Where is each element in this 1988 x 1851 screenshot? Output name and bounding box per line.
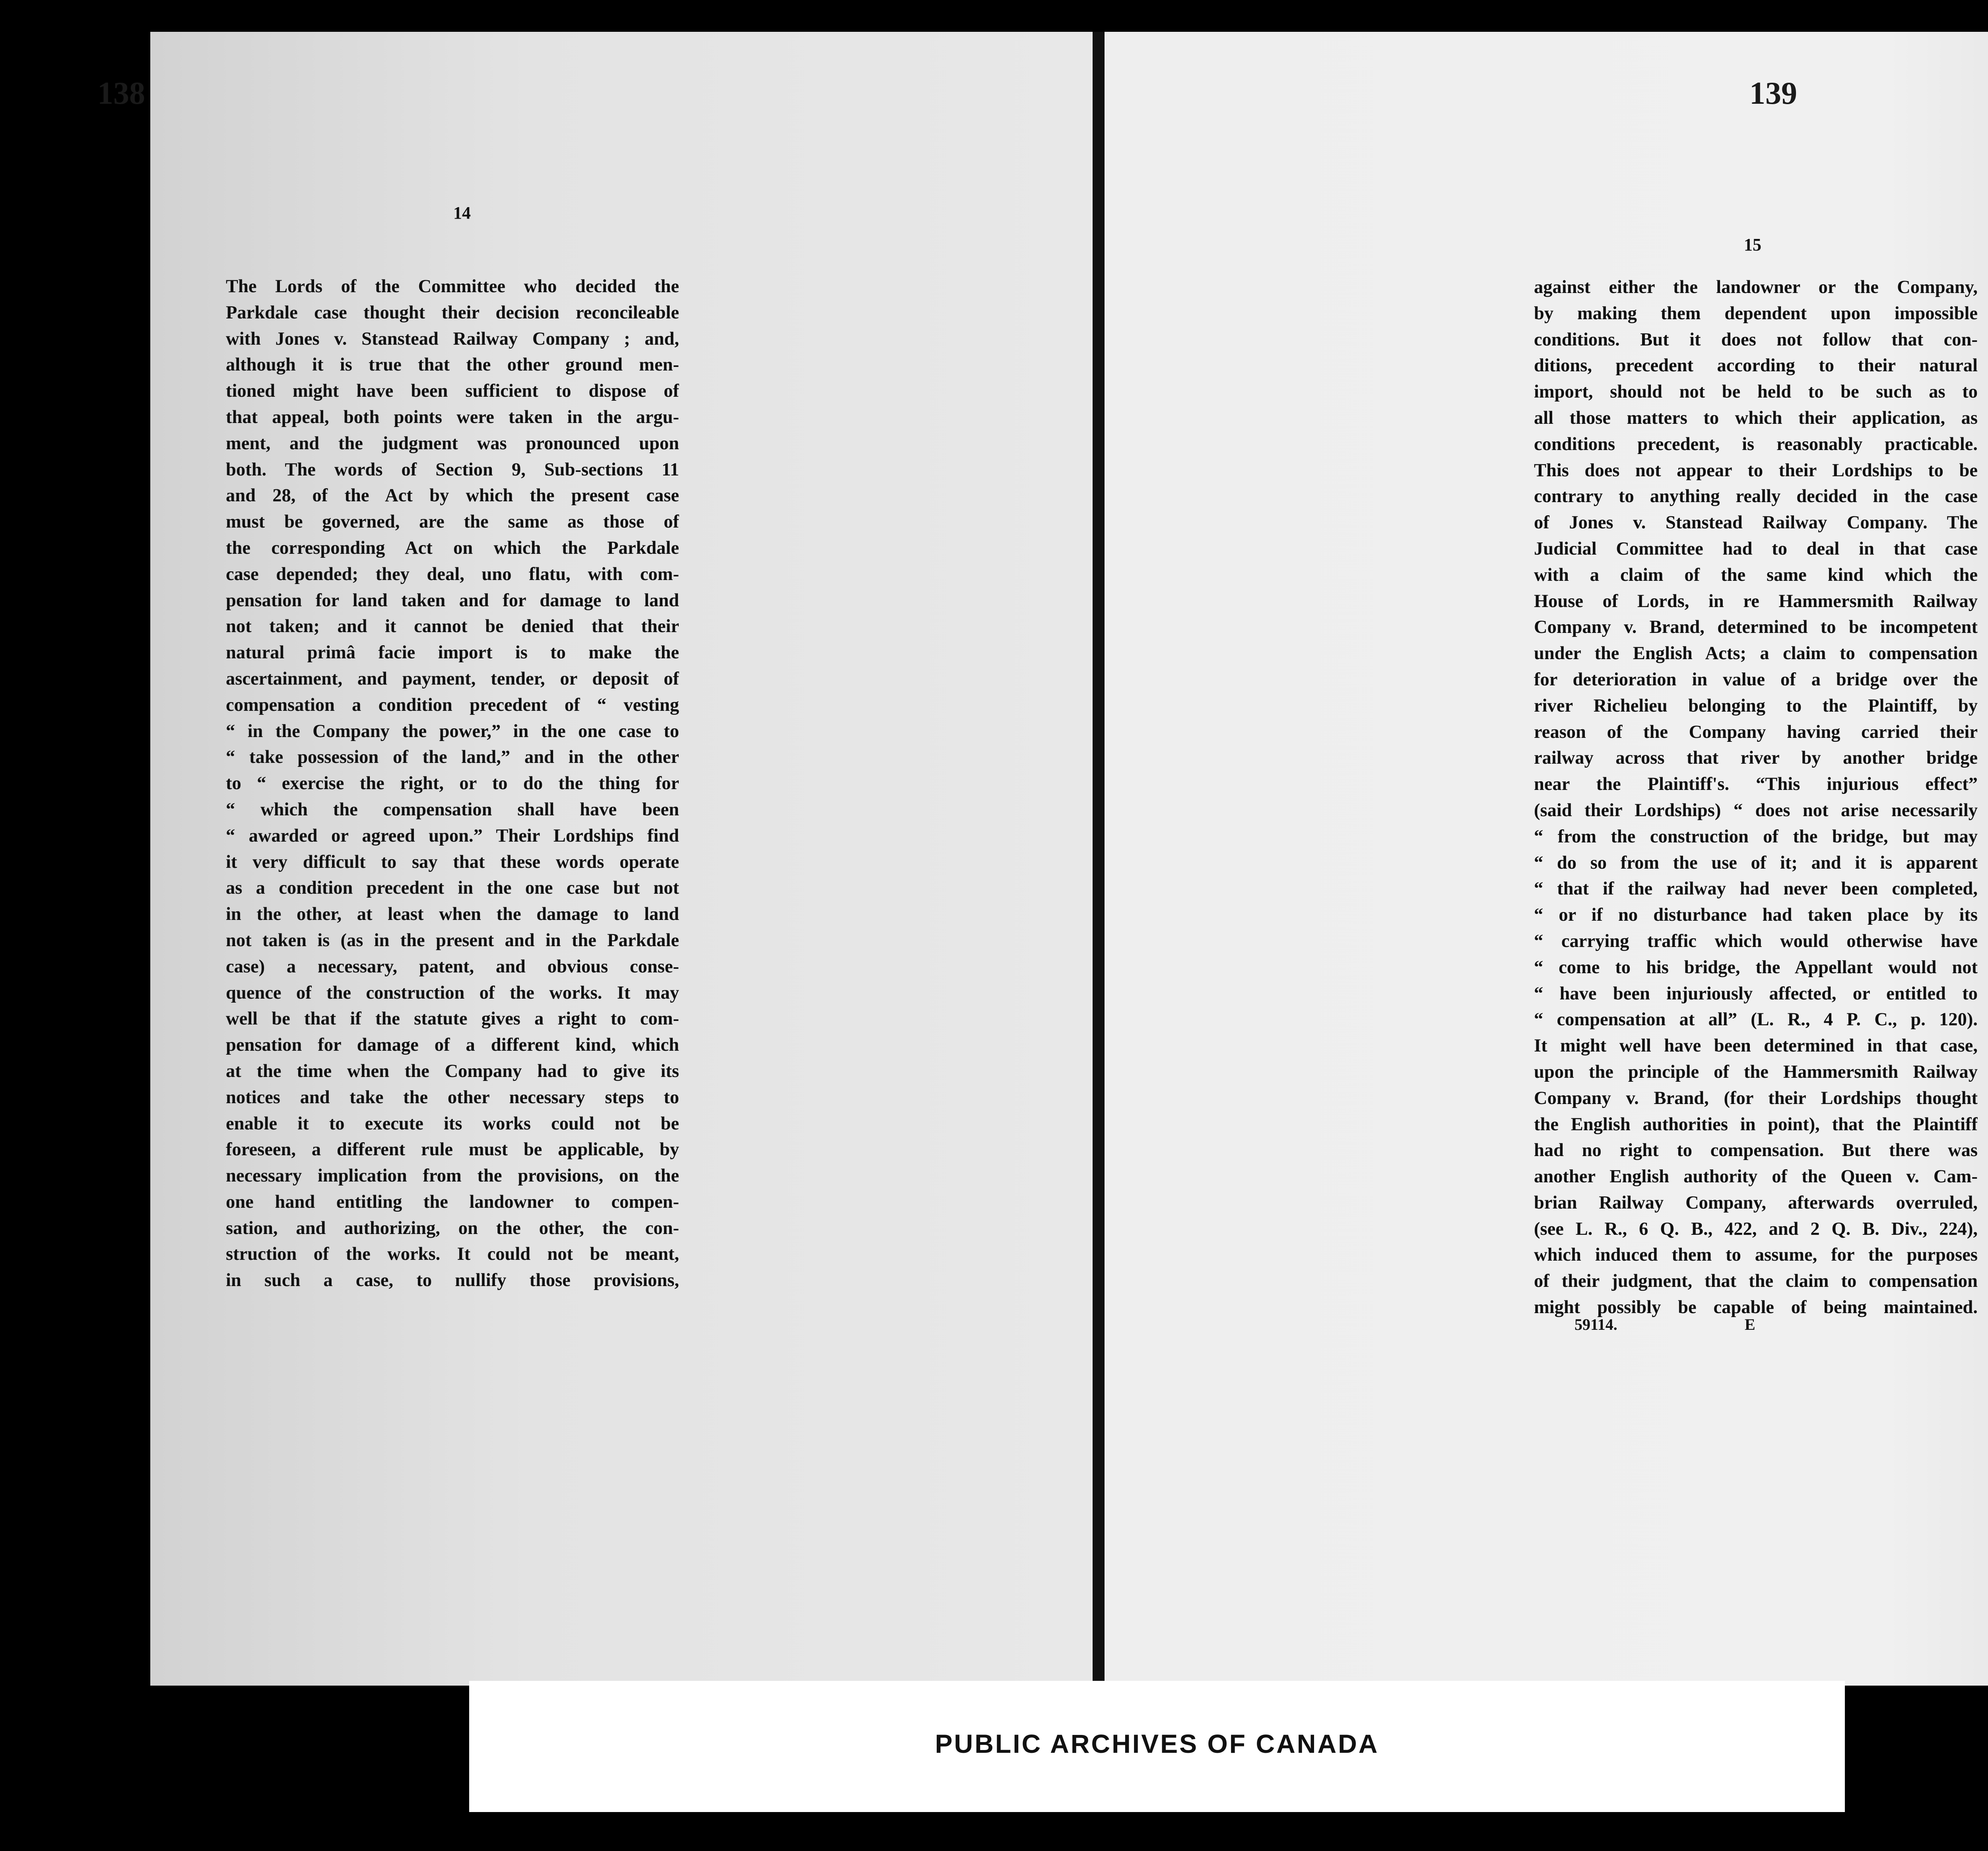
text-line: “ come to his bridge, the Appellant would not (1534, 957, 1978, 978)
text-line: Judicial Committee had to deal in that case (1534, 538, 1978, 559)
text-line: case depended; they deal, uno flatu, with com- (226, 564, 679, 584)
text-line: it very difficult to say that these words operate (226, 852, 679, 872)
text-line: “ have been injuriously affected, or entitled to (1534, 983, 1978, 1004)
text-line: “ do so from the use of it; and it is apparent (1534, 852, 1978, 873)
text-line: had no right to compensation. But there was (1534, 1140, 1978, 1161)
text-line: “ take possession of the land,” and in the other (226, 747, 679, 768)
text-line: both. The words of Section 9, Sub-sections 11 (226, 459, 679, 480)
text-line: import, should not be held to be such as to (1534, 382, 1978, 402)
text-line: tioned might have been sufficient to dispose of (226, 381, 679, 402)
text-line: with Jones v. Stanstead Railway Company ; and, (226, 328, 679, 349)
footer-signature: E (1745, 1315, 1755, 1333)
left-page-number: 14 (453, 203, 471, 223)
archive-banner-text: PUBLIC ARCHIVES OF CANADA (935, 1729, 1379, 1758)
text-line: near the Plaintiff's. “This injurious effect” (1534, 774, 1978, 795)
right-folio: 139 (1749, 76, 1797, 111)
text-line: “ in the Company the power,” in the one case to (226, 721, 679, 741)
text-line: contrary to anything really decided in the case (1534, 486, 1978, 507)
archive-banner (469, 1681, 1845, 1812)
text-line: with a claim of the same kind which the (1534, 565, 1978, 585)
text-line: (said their Lordships) “ does not arise necessarily (1534, 800, 1978, 821)
text-line: enable it to execute its works could not be (226, 1113, 679, 1134)
text-line: House of Lords, in re Hammersmith Railway (1534, 591, 1978, 611)
text-line: “ that if the railway had never been completed, (1534, 879, 1978, 899)
right-body-text (1534, 274, 1978, 1321)
text-line: “ which the compensation shall have been (226, 799, 679, 820)
text-line: the English authorities in point), that the Plaintiff (1534, 1114, 1978, 1135)
text-line: This does not appear to their Lordships to be (1534, 460, 1978, 481)
text-line: brian Railway Company, afterwards overruled, (1534, 1192, 1978, 1213)
text-line: of Jones v. Stanstead Railway Company. The (1534, 512, 1978, 533)
text-line: in the other, at least when the damage to land (226, 904, 679, 925)
text-line: as a condition precedent in the one case but not (226, 878, 679, 898)
text-line: Parkdale case thought their decision reconcileable (226, 302, 679, 323)
text-line: not taken; and it cannot be denied that their (226, 616, 679, 637)
text-line: not taken is (as in the present and in the Parkdale (226, 930, 679, 951)
text-line: struction of the works. It could not be meant, (226, 1244, 679, 1265)
text-line: another English authority of the Queen v. Cam- (1534, 1166, 1978, 1187)
text-line: Company v. Brand, (for their Lordships thought (1534, 1088, 1978, 1108)
text-line: foreseen, a different rule must be applicable, by (226, 1139, 679, 1160)
text-line: “ compensation at all” (L. R., 4 P. C., p. 120). (1534, 1009, 1978, 1030)
text-line: conditions precedent, is reasonably practicable. (1534, 434, 1978, 454)
left-body-text (226, 274, 679, 1294)
text-line: to “ exercise the right, or to do the thing for (226, 773, 679, 794)
text-line: sation, and authorizing, on the other, the con- (226, 1218, 679, 1238)
text-line: which induced them to assume, for the purposes (1534, 1245, 1978, 1265)
text-line: conditions. But it does not follow that con- (1534, 329, 1978, 350)
text-line: reason of the Company having carried their (1534, 722, 1978, 742)
text-line: although it is true that the other ground men- (226, 355, 679, 375)
text-line: (see L. R., 6 Q. B., 422, and 2 Q. B. Div., 224), (1534, 1218, 1978, 1239)
text-line: and 28, of the Act by which the present case (226, 485, 679, 506)
text-line: Company v. Brand, determined to be incompetent (1534, 617, 1978, 638)
text-line: one hand entitling the landowner to compen- (226, 1191, 679, 1212)
text-line: the corresponding Act on which the Parkdale (226, 537, 679, 558)
text-line: It might well have been determined in that case, (1534, 1036, 1978, 1056)
text-line: case) a necessary, patent, and obvious conse- (226, 956, 679, 977)
text-line: quence of the construction of the works. It may (226, 982, 679, 1003)
text-line: under the English Acts; a claim to compensation (1534, 643, 1978, 664)
text-line: against either the landowner or the Company, (1534, 277, 1978, 297)
text-line: might possibly be capable of being maintained. (1534, 1297, 1978, 1318)
text-line: compensation a condition precedent of “ vesting (226, 695, 679, 715)
text-line: “ from the construction of the bridge, but may (1534, 826, 1978, 847)
text-line: that appeal, both points were taken in the argu- (226, 407, 679, 427)
text-line: well be that if the statute gives a right to com- (226, 1009, 679, 1029)
text-line: must be governed, are the same as those of (226, 512, 679, 532)
text-line: The Lords of the Committee who decided the (226, 276, 679, 297)
text-line: necessary implication from the provisions, on the (226, 1166, 679, 1186)
text-line: notices and take the other necessary steps to (226, 1087, 679, 1108)
text-line: in such a case, to nullify those provisions, (226, 1270, 679, 1291)
text-line: pensation for land taken and for damage to land (226, 590, 679, 611)
footer-number: 59114. (1574, 1315, 1617, 1333)
text-line: of their judgment, that the claim to compensation (1534, 1271, 1978, 1292)
page-gutter (1093, 32, 1105, 1686)
text-line: upon the principle of the Hammersmith Railway (1534, 1061, 1978, 1082)
text-line: “ or if no disturbance had taken place by its (1534, 905, 1978, 925)
text-line: railway across that river by another bridge (1534, 748, 1978, 768)
text-line: ditions, precedent according to their natural (1534, 355, 1978, 376)
text-line: river Richelieu belonging to the Plaintiff, by (1534, 695, 1978, 716)
text-line: pensation for damage of a different kind, which (226, 1035, 679, 1055)
text-line: ment, and the judgment was pronounced upon (226, 433, 679, 454)
text-line: ascertainment, and payment, tender, or deposit of (226, 668, 679, 689)
text-line: all those matters to which their application, as (1534, 407, 1978, 428)
text-line: by making them dependent upon impossible (1534, 303, 1978, 324)
text-line: for deterioration in value of a bridge over the (1534, 669, 1978, 690)
right-page-number: 15 (1744, 235, 1761, 254)
text-line: “ carrying traffic which would otherwise have (1534, 931, 1978, 951)
left-folio: 138 (97, 76, 145, 111)
text-line: “ awarded or agreed upon.” Their Lordships find (226, 825, 679, 846)
text-line: at the time when the Company had to give its (226, 1061, 679, 1081)
text-line: natural primâ facie import is to make the (226, 642, 679, 663)
